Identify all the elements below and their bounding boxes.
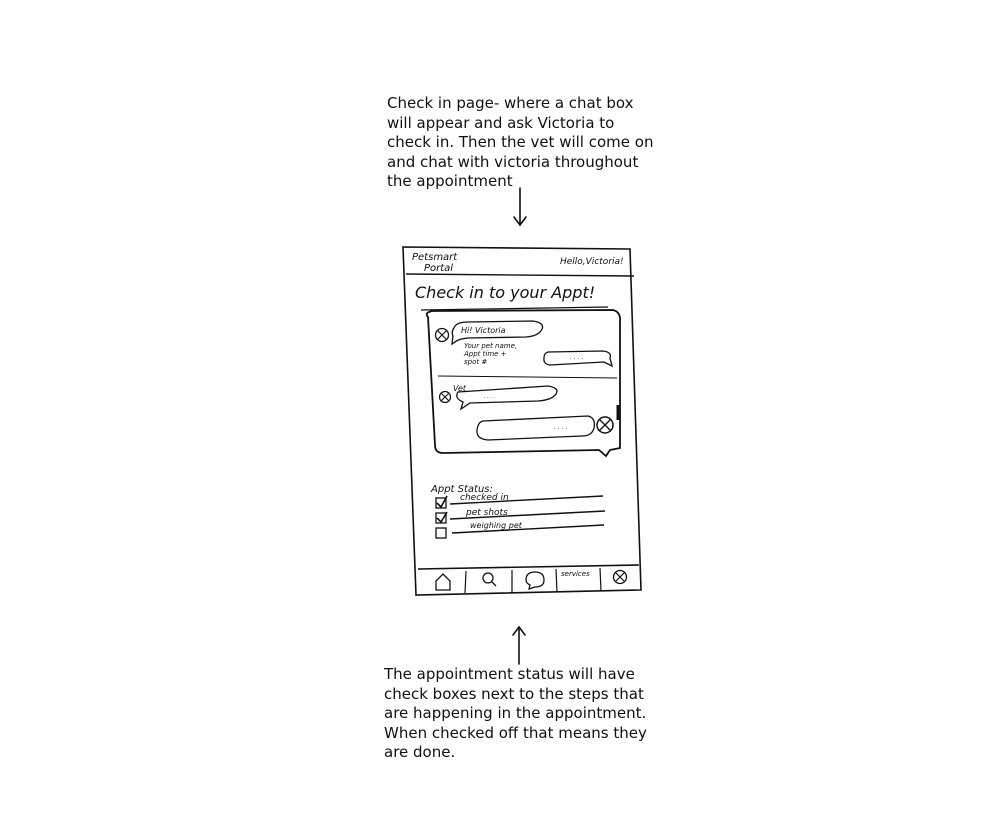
bottom-nav-bar xyxy=(418,565,639,593)
annotation-bottom: The appointment status will have check boxes next to the steps that are happening in the appointment. When checked off that means they are done. xyxy=(384,665,647,761)
bot-details-line3: spot # xyxy=(464,358,488,366)
arrow-down-icon xyxy=(510,186,530,230)
chat-box[interactable] xyxy=(427,310,620,456)
bot-details-line2: Appt time + xyxy=(464,350,507,358)
bot-details-line1: Your pet name, xyxy=(464,342,518,350)
status-step-label: weighing pet xyxy=(470,521,522,530)
bot-greeting-message: Hi! Victoria xyxy=(461,326,506,335)
nav-services-button[interactable]: services xyxy=(561,570,590,578)
status-step-label: pet shots xyxy=(466,508,508,518)
profile-icon xyxy=(436,329,449,342)
page-title: Check in to your Appt! xyxy=(415,283,596,302)
vet-avatar-icon xyxy=(440,392,451,403)
chat-icon[interactable] xyxy=(526,572,544,589)
svg-text:. . . .: . . . . xyxy=(554,424,568,431)
arrow-up-icon xyxy=(509,624,529,668)
home-icon[interactable] xyxy=(436,574,450,590)
user-message-bubble-2 xyxy=(477,416,594,440)
search-icon[interactable] xyxy=(483,573,496,586)
greeting-text: Hello,Victoria! xyxy=(560,257,624,267)
status-title: Appt Status: xyxy=(431,484,493,495)
phone-wireframe-sketch xyxy=(398,240,648,602)
brand-name: Petsmart xyxy=(412,252,458,263)
vet-label: Vet xyxy=(453,384,467,393)
profile-icon[interactable] xyxy=(614,571,627,584)
status-step-label: checked in xyxy=(460,493,509,503)
user-avatar-icon xyxy=(597,417,613,433)
vet-message-bubble xyxy=(457,386,557,409)
typing-dots: . . . . xyxy=(570,354,584,361)
brand-subtitle: Portal xyxy=(424,263,454,274)
appt-status-section xyxy=(430,484,605,538)
status-step-weighing-pet[interactable] xyxy=(436,521,604,538)
status-step-checked-in[interactable] xyxy=(436,493,603,508)
annotation-top: Check in page- where a chat box will appear and ask Victoria to check in. Then the vet will come on and chat with victoria throughout the appointment xyxy=(387,94,654,190)
svg-text:. . . .: . . . . xyxy=(484,394,496,400)
